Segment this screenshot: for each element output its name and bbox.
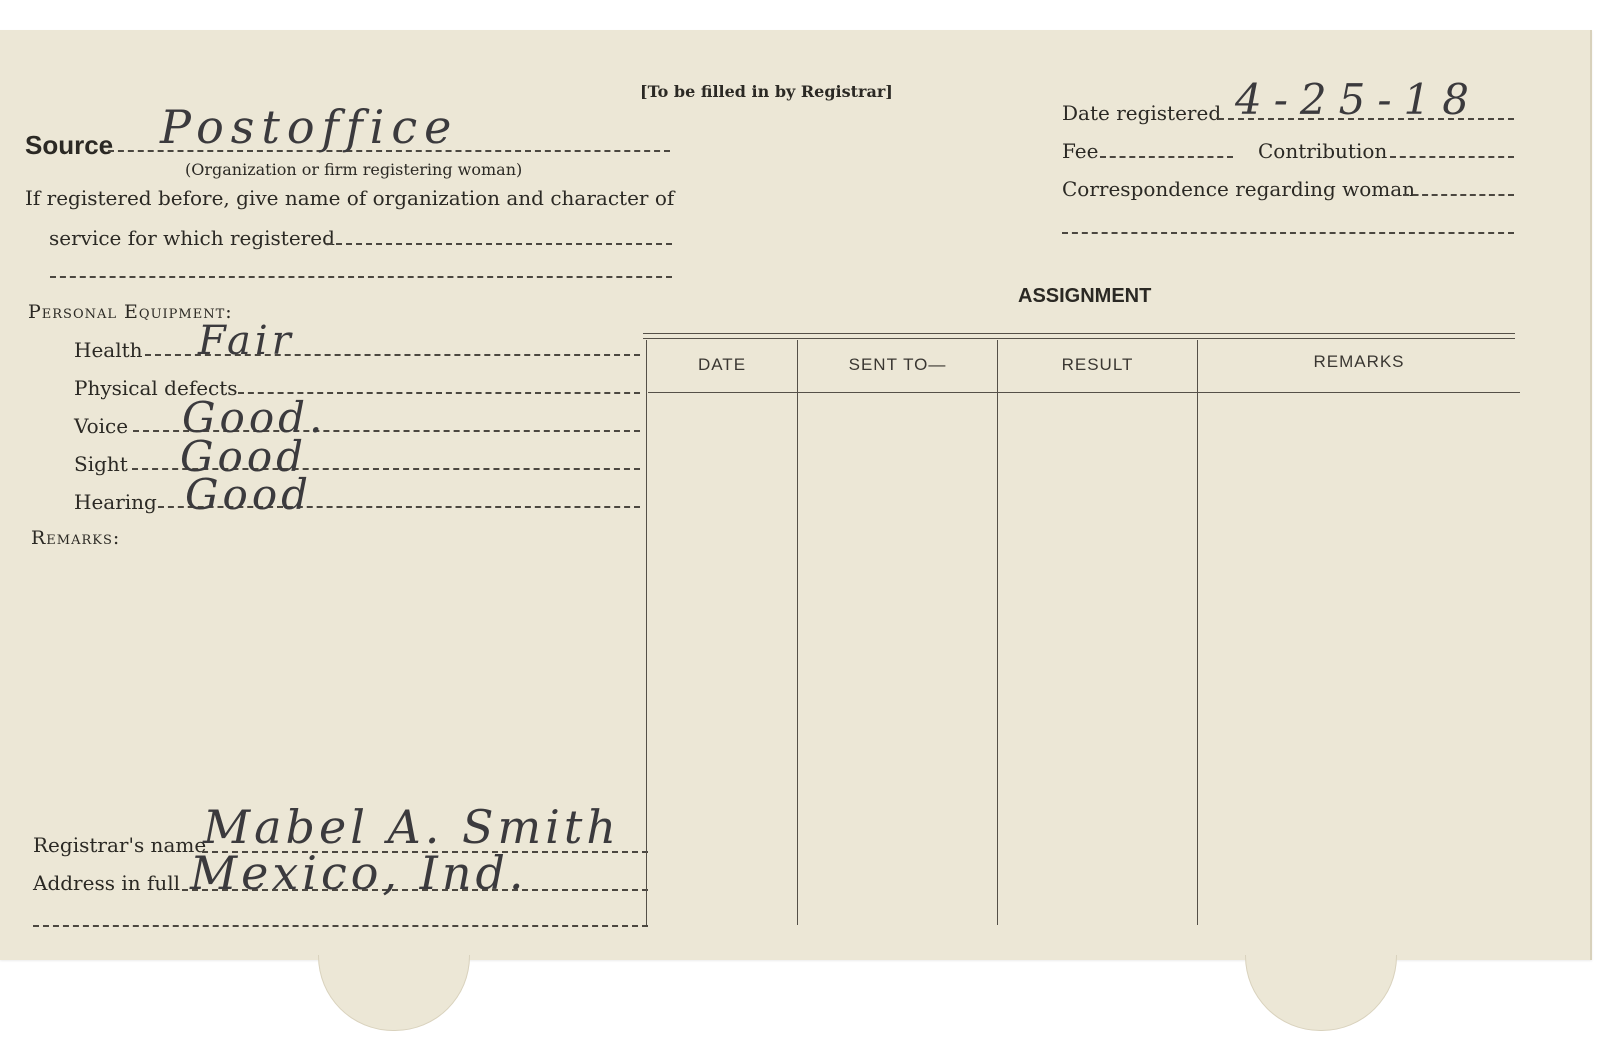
remarks-label: Remarks: [31, 527, 121, 549]
address-value: Mexico, Ind. [190, 846, 528, 900]
registrar-name-value: Mabel A. Smith [203, 800, 620, 854]
card-tab-right [1245, 955, 1397, 1031]
assignment-rule-top [643, 333, 1515, 334]
address-line-2 [33, 925, 648, 927]
source-label: Source [25, 130, 114, 160]
registered-before-line-1 [326, 243, 672, 245]
correspondence-line-1 [1403, 194, 1514, 196]
address-label: Address in full [33, 871, 181, 895]
registered-before-text-1: If registered before, give name of organization and character of [25, 186, 675, 210]
registrar-name-label: Registrar's name [33, 833, 207, 857]
registered-before-line-2 [50, 276, 672, 278]
assignment-rule-top-2 [643, 338, 1515, 339]
table-border-left [646, 340, 647, 925]
voice-label: Voice [74, 414, 129, 438]
source-value: Postoffice [160, 100, 459, 154]
assignment-header-rule [648, 392, 1520, 393]
personal-equipment-label: Personal Equipment: [28, 301, 233, 323]
physical-defects-label: Physical defects [74, 376, 238, 400]
contribution-line [1390, 156, 1514, 158]
source-caption: (Organization or firm registering woman) [185, 160, 523, 179]
hearing-label: Hearing [74, 490, 157, 514]
health-value: Fair [198, 318, 295, 364]
sight-label: Sight [74, 452, 128, 476]
registrar-note: [To be filled in by Registrar] [640, 82, 893, 101]
contribution-label: Contribution [1258, 139, 1388, 163]
column-header-result: RESULT [1061, 355, 1134, 374]
voice-value: Good. [182, 393, 327, 442]
column-header-sent-to: SENT TO— [848, 355, 947, 374]
table-divider-2 [997, 340, 998, 925]
health-label: Health [74, 338, 143, 362]
sight-value: Good [180, 432, 308, 481]
column-header-date: DATE [697, 355, 747, 374]
correspondence-label: Correspondence regarding woman [1062, 177, 1416, 201]
fee-label: Fee [1062, 139, 1099, 163]
correspondence-line-2 [1062, 232, 1514, 234]
card-tab-left [318, 955, 470, 1031]
column-header-remarks: REMARKS [1313, 352, 1405, 371]
date-registered-label: Date registered [1062, 101, 1222, 125]
table-divider-1 [797, 340, 798, 925]
table-divider-3 [1197, 340, 1198, 925]
date-registered-value: 4-25-18 [1235, 75, 1481, 124]
assignment-title: ASSIGNMENT [1018, 285, 1152, 307]
registered-before-text-2: service for which registered [49, 226, 335, 250]
fee-line [1100, 156, 1233, 158]
hearing-value: Good [185, 470, 313, 519]
